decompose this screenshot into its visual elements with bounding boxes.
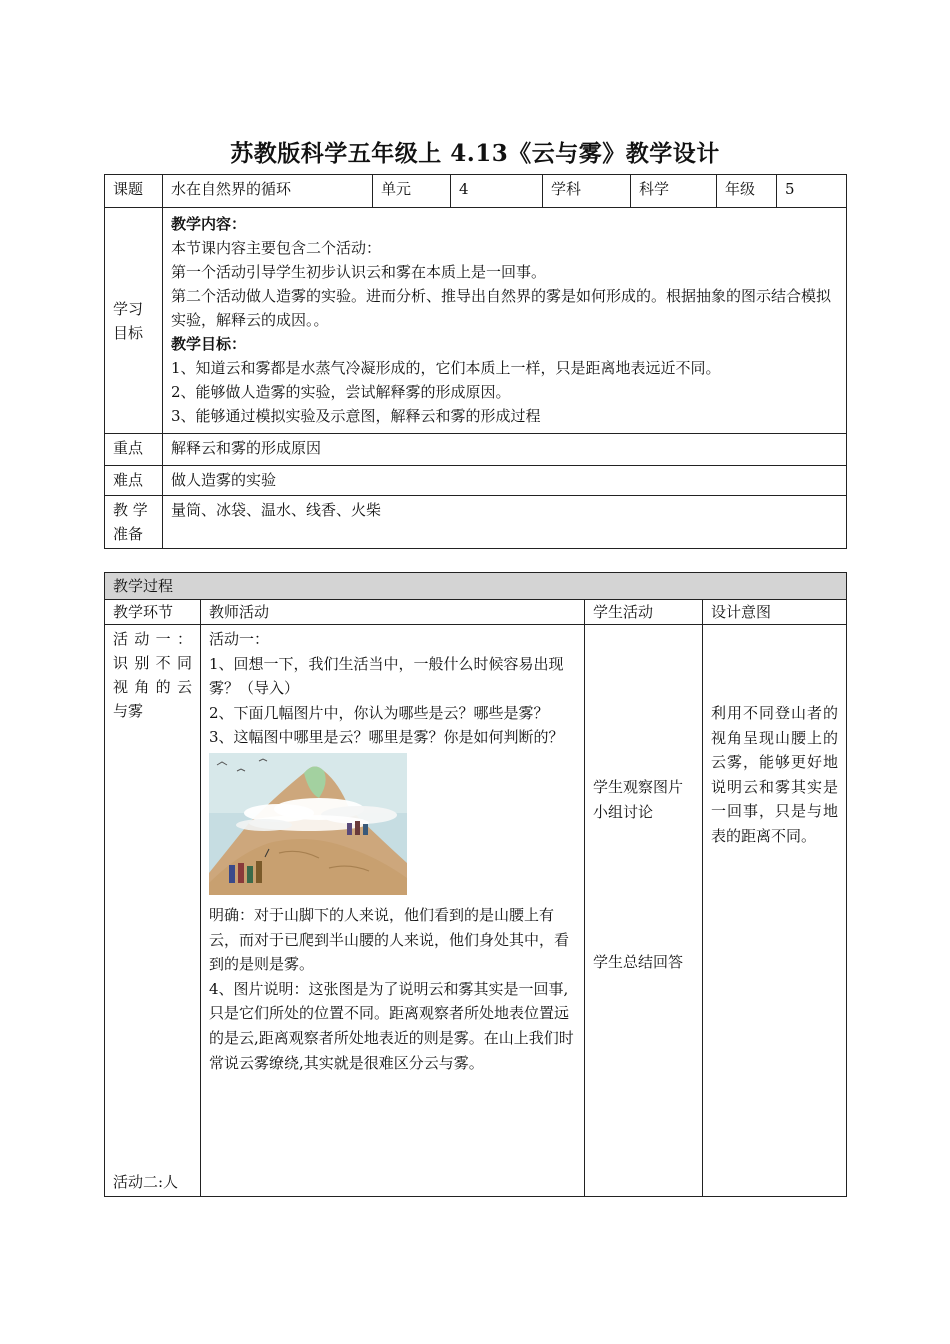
content-line: 第二个活动做人造雾的实验。进而分析、推导出自然界的雾是如何形成的。根据抽象的图示结合模拟实验，解释云的成因。。 <box>171 287 832 329</box>
unit-label: 单元 <box>373 175 451 208</box>
grade-value: 5 <box>777 175 847 208</box>
grade-label: 年级 <box>717 175 777 208</box>
mountain-cloud-fog-illustration <box>209 753 407 895</box>
stage-line: 识别不同 <box>113 654 192 672</box>
teacher-question-4: 4、图片说明：这张图是为了说明云和雾其实是一回事,只是它们所处的位置不同。距离观察者所处地表位置远的是云,距离观察者所处地表近的则是雾。在山上我们时常说云雾缭绕,其实就是很难区分云与雾。 <box>209 979 574 1072</box>
topic-label: 课题 <box>105 175 163 208</box>
stage-line: 与雾 <box>113 702 144 720</box>
key-value: 解释云和雾的形成原因 <box>163 434 847 466</box>
process-column-headers <box>105 600 847 625</box>
goals-content <box>163 208 847 434</box>
difficulty-label: 难点 <box>105 466 163 496</box>
teacher-question-3: 3、这幅图中哪里是云？哪里是雾？你是如何判断的？ <box>209 728 564 747</box>
prep-value: 量筒、冰袋、温水、线香、火柴 <box>163 496 847 549</box>
student-activity-cell <box>585 625 703 1197</box>
col-teacher-header: 教师活动 <box>201 600 585 625</box>
stage-cell <box>105 625 201 1197</box>
student-activity-1: 学生观察图片小组讨论 <box>593 778 684 821</box>
teacher-question-2: 2、下面几幅图片中，你认为哪些是云？哪些是雾？ <box>209 703 549 722</box>
teacher-clarification: 明确：对于山脚下的人来说，他们看到的是山腰上有云，而对于已爬到半山腰的人来说，他们身处其中，看到的是则是雾。 <box>209 905 570 974</box>
goals-label: 学习 目标 <box>105 208 163 434</box>
subject-value: 科学 <box>631 175 717 208</box>
objective-line: 1、知道云和雾都是水蒸气冷凝形成的，它们本质上一样，只是距离地表远近不同。 <box>171 359 721 377</box>
student-activity-2: 学生总结回答 <box>593 953 684 972</box>
design-intent-text: 利用不同登山者的视角呈现山腰上的云雾，能够更好地说明云和雾其实是一回事，只是与地表的距离不同。 <box>711 704 839 845</box>
info-row-prep <box>105 496 847 549</box>
topic-value: 水在自然界的循环 <box>163 175 373 208</box>
teaching-process-table <box>104 572 847 1197</box>
info-row-topic <box>105 175 847 208</box>
stage-2-label: 活动二:人 <box>113 1173 179 1191</box>
unit-value: 4 <box>451 175 543 208</box>
prep-label: 教 学 准备 <box>105 496 163 549</box>
teacher-question-1: 1、回想一下，我们生活当中，一般什么时候容易出现雾？（导入） <box>209 654 564 698</box>
stage-line: 视角的云 <box>113 678 192 696</box>
col-student-header: 学生活动 <box>585 600 703 625</box>
col-intent-header: 设计意图 <box>703 600 847 625</box>
content-line: 本节课内容主要包含二个活动： <box>171 239 382 257</box>
content-line: 第一个活动引导学生初步认识云和雾在本质上是一回事。 <box>171 263 547 281</box>
process-header: 教学过程 <box>105 573 847 600</box>
page-title: 苏教版科学五年级上 4.13《云与雾》教学设计 <box>230 140 720 167</box>
teacher-activity-cell <box>201 625 585 1197</box>
design-intent-cell <box>703 625 847 1197</box>
difficulty-value: 做人造雾的实验 <box>163 466 847 496</box>
process-row-activity-1 <box>105 625 847 1197</box>
info-row-goals <box>105 208 847 434</box>
subject-label: 学科 <box>543 175 631 208</box>
objective-line: 3、能够通过模拟实验及示意图，解释云和雾的形成过程 <box>171 407 541 425</box>
process-header-row <box>105 573 847 600</box>
teacher-heading: 活动一： <box>209 630 270 648</box>
objectives-heading: 教学目标： <box>171 335 247 353</box>
key-label: 重点 <box>105 434 163 466</box>
lesson-info-table <box>104 174 847 549</box>
info-row-key <box>105 434 847 466</box>
stage-line: 活动一： <box>113 630 192 648</box>
info-row-difficulty <box>105 466 847 496</box>
col-stage-header: 教学环节 <box>105 600 201 625</box>
objective-line: 2、能够做人造雾的实验，尝试解释雾的形成原因。 <box>171 383 511 401</box>
content-heading: 教学内容： <box>171 215 247 233</box>
